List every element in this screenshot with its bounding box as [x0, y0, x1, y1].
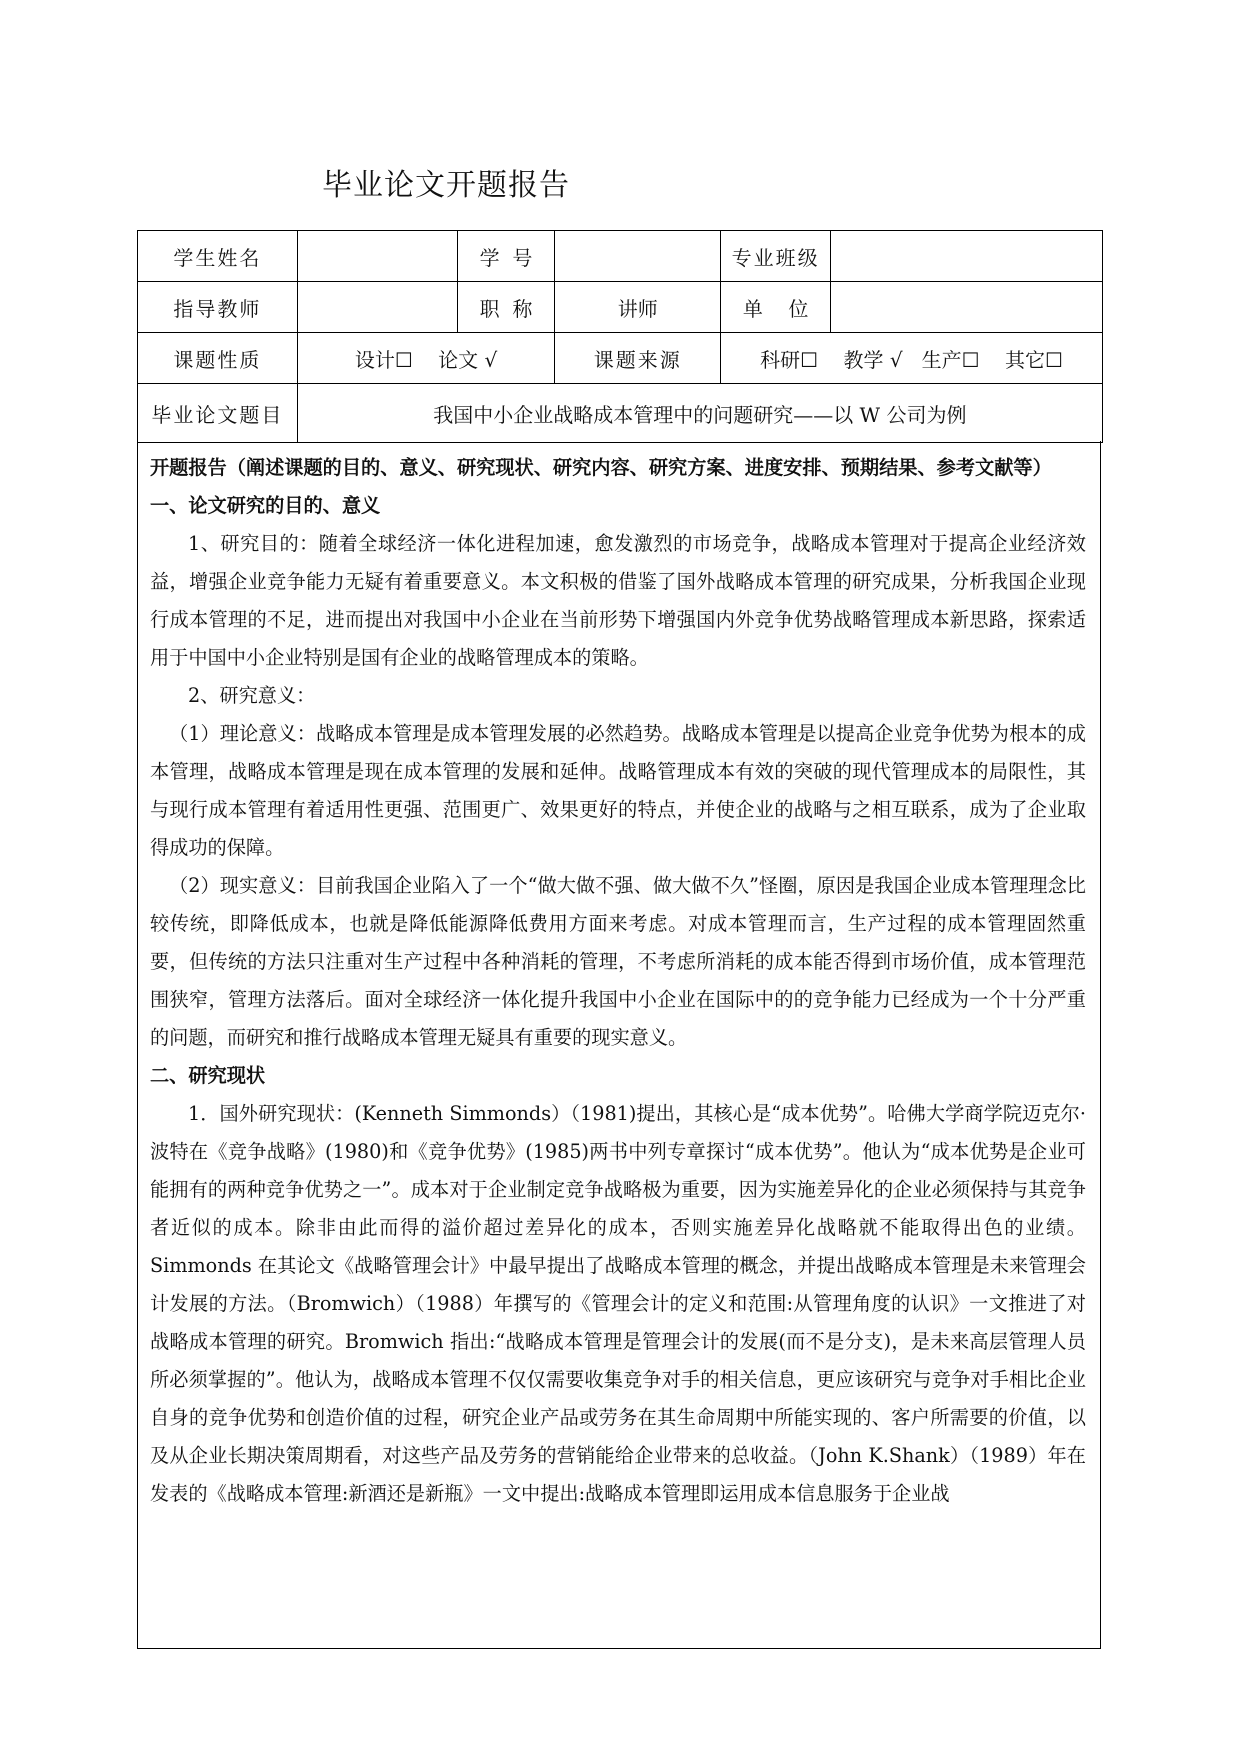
topic-nature-value: 设计☐ 论文 √	[297, 333, 555, 384]
topic-source-value: 科研☐ 教学 √ 生产☐ 其它☐	[721, 333, 1103, 384]
title-rank-value: 讲师	[555, 282, 721, 333]
thesis-title-label: 毕业论文题目	[138, 384, 298, 443]
advisor-label: 指导教师	[138, 282, 298, 333]
paragraph: 2、研究意义：	[188, 684, 316, 707]
table-row	[138, 282, 1103, 333]
table-row	[138, 231, 1103, 282]
table-row	[138, 384, 1103, 443]
student-id-value	[555, 231, 721, 282]
unit-label: 单 位	[721, 282, 831, 333]
paragraph: 1．国外研究现状：(Kenneth Simmonds）（1981)提出，其核心是“成本优势”。哈佛大学商学院迈克尔·波特在《竞争战略》(1980)和《竞争优势》(1985)两书中列专章探讨“成本优势”。他认为“成本优势是企业可能拥有的两种竞争优势之一”。成本对于企业制定竞争战略极为重要，因为实施差异化的企业必须保持与其竞争者近似的成本。除非由此而得的溢价超过差异化的成本，否则实施差异化战略就不能取得出色的业绩。Simmonds 在其论文《战略管理会计》中最早提出了战略成本管理的概念，并提出战略成本管理是未来管理会计发展的方法。（Bromwich）（1988）年撰写的《管理会计的定义和范围:从管理角度的认识》一文推进了对战略成本管理的研究。Bromwich 指出:“战略成本管理是管理会计的发展(而不是分支)，是未来高层管理人员所必须掌握的”。他认为，战略成本管理不仅仅需要收集竞争对手的相关信息，更应该研究与竞争对手相比企业自身的竞争优势和创造价值的过程，研究企业产品或劳务在其生命周期中所能实现的、客户所需要的价值，以及从企业长期决策周期看，对这些产品及劳务的营销能给企业带来的总收益。（John K.Shank）（1989）年在发表的《战略成本管理:新酒还是新瓶》一文中提出:战略成本管理即运用成本信息服务于企业战	[150, 1102, 1086, 1505]
student-name-label: 学生姓名	[138, 231, 298, 282]
topic-source-label: 课题来源	[555, 333, 721, 384]
advisor-value	[297, 282, 457, 333]
report-body	[137, 441, 1101, 1649]
paragraph: 1、研究目的：随着全球经济一体化进程加速，愈发激烈的市场竞争，战略成本管理对于提高企业经济效益，增强企业竞争能力无疑有着重要意义。本文积极的借鉴了国外战略成本管理的研究成果，分析我国企业现行成本管理的不足，进而提出对我国中小企业在当前形势下增强国内外竞争优势战略管理成本新思路，探索适用于中国中小企业特别是国有企业的战略管理成本的策略。	[150, 532, 1086, 669]
unit-value	[831, 282, 1103, 333]
paragraph: （1）理论意义：战略成本管理是成本管理发展的必然趋势。战略成本管理是以提高企业竞争优势为根本的成本管理，战略成本管理是现在成本管理的发展和延伸。战略管理成本有效的突破的现代管理成本的局限性，其与现行成本管理有着适用性更强、范围更广、效果更好的特点，并使企业的战略与之相互联系，成为了企业取得成功的保障。	[150, 722, 1086, 859]
report-heading: 开题报告（阐述课题的目的、意义、研究现状、研究内容、研究方案、进度安排、预期结果、参考文献等）	[150, 456, 1052, 479]
page-title: 毕业论文开题报告	[322, 168, 570, 203]
title-rank-label: 职 称	[457, 282, 555, 333]
section-heading: 二、研究现状	[150, 1064, 266, 1087]
student-id-label: 学 号	[457, 231, 555, 282]
student-name-value	[297, 231, 457, 282]
paragraph: （2）现实意义：目前我国企业陷入了一个“做大做不强、做大做不久”怪圈，原因是我国企业成本管理理念比较传统，即降低成本，也就是降低能源降低费用方面来考虑。对成本管理而言，生产过程的成本管理固然重要，但传统的方法只注重对生产过程中各种消耗的管理，不考虑所消耗的成本能否得到市场价值，成本管理范围狭窄，管理方法落后。面对全球经济一体化提升我国中小企业在国际中的的竞争能力已经成为一个十分严重的问题，而研究和推行战略成本管理无疑具有重要的现实意义。	[150, 874, 1086, 1049]
major-class-label: 专业班级	[721, 231, 831, 282]
major-class-value	[831, 231, 1103, 282]
table-row	[138, 333, 1103, 384]
topic-nature-label: 课题性质	[138, 333, 298, 384]
info-table	[137, 230, 1103, 443]
thesis-title-value: 我国中小企业战略成本管理中的问题研究——以 W 公司为例	[297, 384, 1102, 443]
section-heading: 一、论文研究的目的、意义	[150, 494, 381, 517]
